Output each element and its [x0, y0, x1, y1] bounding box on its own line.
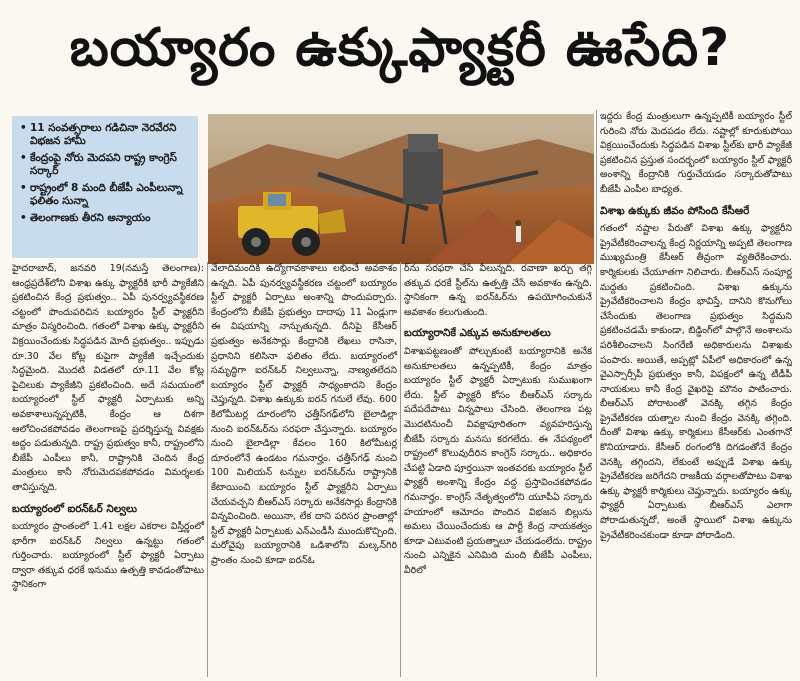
highlight-item: • కేంద్రంపై నోరు మెదపని రాష్ట్ర కాంగ్రెస్ సర్కార్ [20, 152, 192, 178]
article-column-2 [211, 262, 397, 681]
highlight-item: • రాష్ట్రంలో 8 మంది బీజేపీ ఎంపీలున్నా ఫలితం సున్నా [20, 182, 192, 208]
mining-photo [208, 114, 594, 264]
article-column-4 [600, 110, 792, 681]
article-paragraph: విశాఖపట్టణంతో పోల్చుకుంటే బయ్యారానికి అనేక అనుకూలతలు ఉన్నప్పటికీ, కేంద్రం మాత్రం బయ్యారం స్టీల్ ఫ్యాక్టరీ ఏర్పాటుకు సుముఖంగా లేదు. స్టీల్ ఫ్యాక్టరీ కోసం బీఆర్ఎస్ సర్కారు పదేపదేపాటు విన్నపాలు చేసింది. తెలంగాణ పట్ల మొదటినుంచీ వివక్షాపూరితంగా వ్యవహరిస్తున్న బీజేపీ సర్కారు మనసు కరగలేదు. ఈ నేపథ్యంలో రాష్ట్రంలో కొలువుదీరిన కాంగ్రెస్ సర్కారు.. అధికారం చేపట్టి ఏడాది పూర్తయినా ఇంతవరకు బయ్యారం స్టీల్ ఫ్యాక్టరీ అంశాన్ని కేంద్రం వద్ద ప్రస్తావించకపోవడం గమనార్హం. కాంగ్రెస్ నేతృత్వంలోని యూపీఏ సర్కారు హయాంలో ఆమోదం పొందిన విభజన బిల్లును అమలు చేయించేందుకు ఆ పార్టీ కేంద్ర నాయకత్వం కూడా ఎటువంటి ప్రయత్నాలూ చేయడంలేదు. రాష్ట్రం నుంచి ఎన్నికైన ఎనిమిది మంది బీజేపీ ఎంపీలు, వీరిలో [404, 345, 592, 576]
highlights-box [12, 116, 198, 258]
article-paragraph: హైదరాబాద్, జనవరి 19(నమస్తే తెలంగాణ): ఆంధ్రప్రదేశ్‌లోని విశాఖ ఉక్కు ఫ్యాక్టరీకి భారీ ప్యాకేజీని ప్రకటించిన కేంద్ర ప్రభుత్వం.. ఏపీ పునర్వ్యవస్థీకరణ చట్టంలో పొందుపరిచిన బయ్యారం స్టీల్ ఫ్యాక్టరీని మాత్రం విస్మరించింది. గతంలో విశాఖ ఉక్కు ఫ్యాక్టరీని విక్రయించేందుకు సిద్ధపడిన మోదీ ప్రభుత్వం.. ఇప్పుడు రూ.30 వేల కోట్ల కుపైగా ప్యాకేజీ ఇచ్చేందుకు సిద్ధమైంది. మొదటి విడతలో రూ.11 వేల కోట్ల పైచిలుకు ప్యాకేజీని ప్రకటించింది. అదే సమయంలో బయ్యారంలో స్టీల్ ఫ్యాక్టరీ ఏర్పాటుకు అన్ని అవకాశాలున్నప్పటికీ, కేంద్రం ఆ దిశగా ఆలోచించకపోవడం తెలంగాణపై ప్రదర్శిస్తున్న వివక్షకు అద్దం పడుతున్నది. రాష్ట్ర ప్రభుత్వం కానీ, రాష్ట్రంలోని బీజేపీ ఎంపీలు కానీ, రాష్ట్రానికి చెందిన కేంద్ర మంత్రులు కానీ నోరుమెదపకపోవడం విమర్శలకు తావిస్తున్నది. [12, 263, 204, 493]
highlight-item: • 11 సంవత్సరాలు గడిచినా నెరవేరని విభజన హామీ [20, 122, 192, 148]
article-paragraph: గతంలో నష్టాల పేరుతో విశాఖ ఉక్కు ఫ్యాక్టరీని ప్రైవేటీకరించాలన్న కేంద్ర నిర్ణయాన్ని అప్పటి తెలంగాణ ముఖ్యమంత్రి కేసీఆర్ తీవ్రంగా వ్యతిరేకించారు. కార్మికులకు చేయూతగా నిలిచారు. బీఆర్ఎస్ సంపూర్ణ మద్దతు ప్రకటించింది. విశాఖ ఉక్కును ప్రైవేటీకరించాలని కేంద్రం భావిస్తే, దానిని కొనుగోలు చేసేందుకు తెలంగాణ ప్రభుత్వం సిద్ధమని ప్రకటించడమే కాకుండా, బిడ్డింగ్‌లో పాల్గొనే అంశాలను పరిశీలించాలని సింగరేణి అధికారులను విశాఖకు పంపారు. అయితే, అప్పట్లో ఏపీలో అధికారంలో ఉన్న వైఎస్సార్సీపీ ప్రభుత్వం కానీ, విపక్షంలో ఉన్న టీడీపీ నాయకులు కానీ కేంద్ర వైఖరిపై మౌనం పాటించారు. బీఆర్ఎస్ పోరాటంతో వెనక్కి తగ్గిన కేంద్రం ప్రైవేటీకరణ యత్నాల నుంచి కేంద్రం వెనక్కి తగ్గింది. దీంతో విశాఖ ఉక్కు కార్మికులు కేసీఆర్‌కు ఎంతగానో కొనియాడారు. కేసీఆర్ రంగంలోకి దిగడంతోనే కేంద్రం వెనక్కి తగ్గిందని, లేకుంటే అప్పుడే విశాఖ ఉక్కు ప్రైవేటీకరణ జరిగేదని రాజకీయ వర్గాలతోపాటు విశాఖ ఉక్కు ఫ్యాక్టరీ కార్మికులు చెప్తున్నారు. బయ్యారం ఉక్కు ఫ్యాక్టరీ ఏర్పాటుకు బీఆర్ఎస్ ఎలాగా పోరాడుతున్నదో, అంతే స్థాయిలో విశాఖ ఉక్కును ప్రైవేటీకరించకుండా కూడా పోరాడింది. [600, 223, 792, 541]
highlight-text: 11 సంవత్సరాలు గడిచినా నెరవేరని విభజన హామీ [30, 122, 177, 147]
article-paragraph: ర్‌ను సరఫరా చేసే వీలున్నది. రవాణా ఖర్చు తగ్గి తక్కువ ధరకే స్టీల్‌ను ఉత్పత్తి చేసే అవకాశం ఉన్నది. స్థానికంగా ఉన్న ఐరన్‌ఓర్‌ను ఉపయోగించుకునే అవకాశం కలుగుతుంది. [404, 263, 592, 318]
article-paragraph: ఇద్దరు కేంద్ర మంత్రులుగా ఉన్నప్పటికీ బయ్యారం స్టీల్ గురించి నోరు మెదపడం లేదు. నష్టాల్లో కూరుకుపోయి విక్రయించేందుకు సిద్ధపడిన విశాఖ స్టీల్‌కు భారీ ప్యాకేజీ ప్రకటించిన ప్రస్తుత సందర్భంలో బయ్యారం స్టీల్ ఫ్యాక్టరీ అంశాన్ని కేంద్రానికి గుర్తుచేయడం సర్కారుతోపాటు బీజేపీ ఎంపీల బాధ్యత. [600, 111, 792, 195]
article-paragraph: బయ్యారం ప్రాంతంలో 1.41 లక్షల ఎకరాల విస్తీర్ణంలో భారీగా ఐరన్‌ఓర్ నిల్వలు ఉన్నట్టు గతంలో గుర్తించారు. బయ్యారంలో స్టీల్ ఫ్యాక్టరీ ఏర్పాటు ద్వారా తక్కువ ధరకే ఇనుము ఉత్పత్తి కావడంతోపాటు స్థానికంగా [12, 521, 204, 591]
article-subheading: బయ్యారానికే ఎక్కువ అనుకూలతలు [404, 327, 551, 340]
headline: బయ్యారం ఉక్కుఫ్యాక్టరీ ఊసేది? [69, 17, 731, 78]
article-column-3 [404, 262, 592, 681]
highlight-item: • తెలంగాణకు తీరని అన్యాయం [20, 212, 151, 224]
column-divider [207, 262, 208, 677]
article-subheading: విశాఖ ఉక్కుకు జీవం పోసింది కేసీఆరే [600, 204, 750, 217]
highlight-text: రాష్ట్రంలో 8 మంది బీజేపీ ఎంపీలున్నా ఫలితం సున్నా [30, 182, 183, 207]
column-divider [400, 262, 401, 677]
article-column-1 [12, 262, 204, 681]
article-subheading: బయ్యారంలో ఐరన్‌ఓర్ నిల్వలు [12, 502, 138, 515]
column-divider [596, 110, 597, 677]
article-paragraph: వేలాదిమందికి ఉద్యోగావకాశాలు లభించే అవకాశం ఉన్నది. ఏపీ పునర్వ్యవస్థీకరణ చట్టంలో బయ్యారం స్టీల్ ఫ్యాక్టరీ ఏర్పాటు అంశాన్ని పొందుపర్చారు. కేంద్రంలోని బీజేపీ ప్రభుత్వం దాదాపు 11 ఏండ్లుగా ఈ విషయాన్ని నాన్చుతున్నది. దీనిపై కేసీఆర్ ప్రభుత్వం అనేకసార్లు కేంద్రానికి లేఖలు రాసినా, ప్రధానిని కలిసినా ఫలితం లేదు. బయ్యారంలో సమృద్ధిగా ఐరన్‌ఓర్ నిల్వలున్నా, నాణ్యతలేదని బయ్యారం స్టీల్ ఫ్యాక్టరీ సాధ్యంకాదని కేంద్రం చెప్తున్నది. విశాఖ ఉక్కుకు ఐరన్ గనులే లేవు. 600 కిలోమీటర్ల దూరంలోని ఛత్తీస్‌గఢ్‌లోని బైలాడిల్లా నుంచి ఐరన్‌ఓర్‌ను సరఫరా చేస్తున్నారు. బయ్యారం నుంచి బైలాడిల్లా కేవలం 160 కిలోమీటర్ల దూరంలోనే ఉండటం గమనార్హం. ఛత్తీస్‌గఢ్ నుంచి 100 మిలియన్ టన్నుల ఐరన్‌ఓర్‌ను రాష్ట్రానికి కేటాయించి బయ్యారం స్టీల్ ఫ్యాక్టరీని ఏర్పాటు చేయవచ్చని బీఆర్ఎస్ సర్కారు అనేకసార్లు కేంద్రానికి విన్నవించింది. అయినా, లేక దాని పరిసర ప్రాంతాల్లో స్టీల్ ఫ్యాక్టరీ ఏర్పాటుకు ఎన్ఎండీసీ ముందుకొచ్చింది. మరోవైపు బయ్యారానికి ఒడిశాలోని మల్కన్‌గిరి ప్రాంతం నుంచి కూడా ఐరన్‌ఓ [211, 263, 397, 566]
highlight-text: కేంద్రంపై నోరు మెదపని రాష్ట్ర కాంగ్రెస్ సర్కార్ [30, 152, 177, 177]
highlight-text: తెలంగాణకు తీరని అన్యాయం [30, 212, 151, 224]
